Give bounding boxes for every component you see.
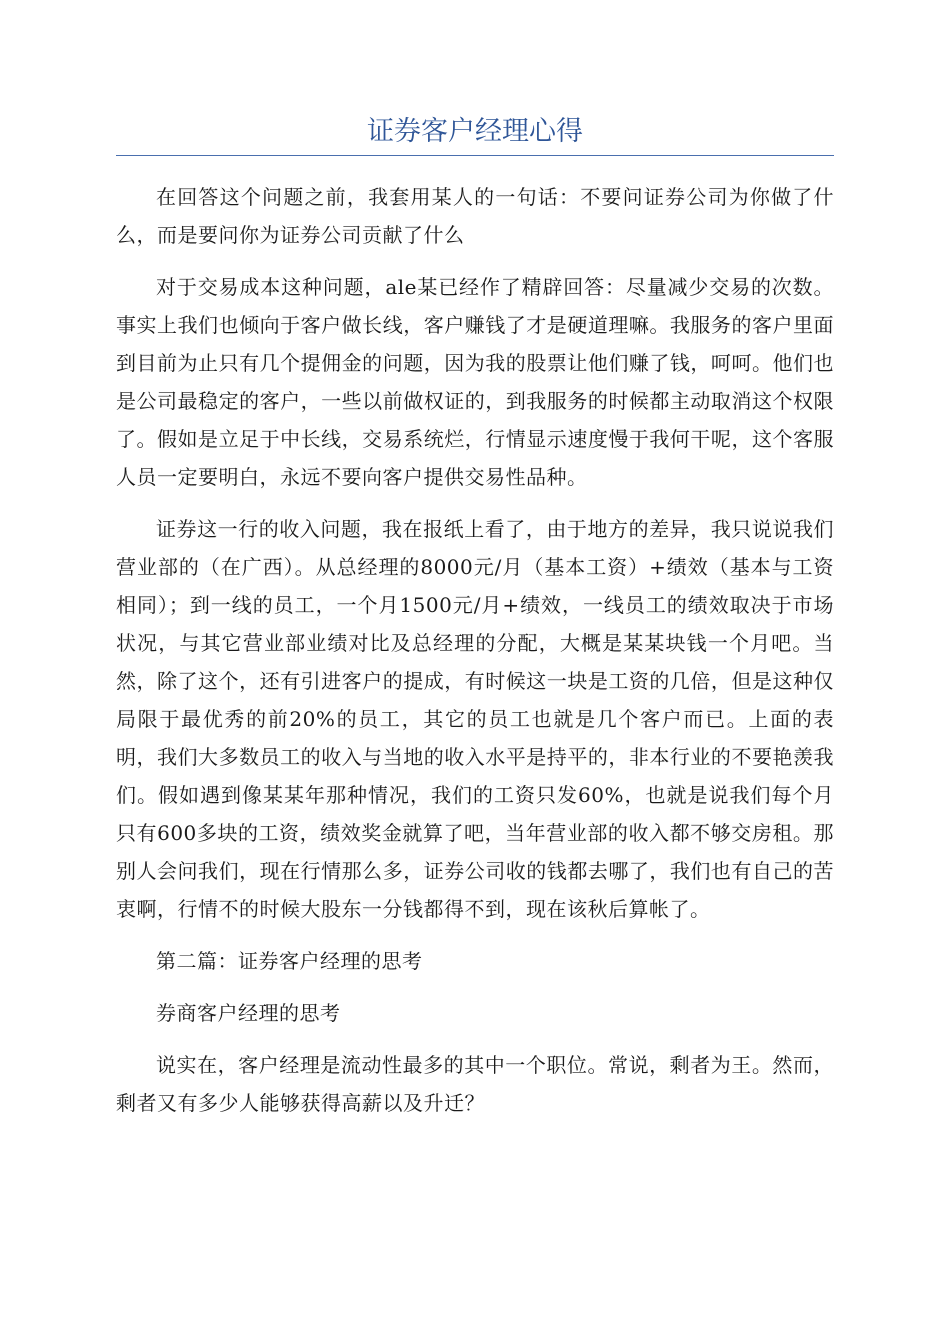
document-body bbox=[116, 178, 834, 1136]
page-title: 证券客户经理心得 bbox=[367, 116, 583, 147]
subheading: 券商客户经理的思考 bbox=[156, 1001, 341, 1025]
section-heading-part-two: 第二篇：证券客户经理的思考 bbox=[156, 949, 423, 973]
title-underline bbox=[116, 155, 834, 156]
paragraph-3: 证券这一行的收入问题，我在报纸上看了，由于地方的差异，我只说说我们营业部的（在广西）。从总经理的8000元/月（基本工资）+绩效（基本与工资相同）；到一线的员工，一个月1500元/月+绩效，一线员工的绩效取决于市场状况，与其它营业部业绩对比及总经理的分配，大概是某某块钱一个月吧。当然，除了这个，还有引进客户的提成，有时候这一块是工资的几倍，但是这种仅局限于最优秀的前20%的员工，其它的员工也就是几个客户而已。上面的表明，我们大多数员工的收入与当地的收入水平是持平的，非本行业的不要艳羡我们。假如遇到像某某年那种情况，我们的工资只发60%，也就是说我们每个月只有600多块的工资，绩效奖金就算了吧，当年营业部的收入都不够交房租。那别人会问我们，现在行情那么多，证券公司收的钱都去哪了，我们也有自己的苦衷啊，行情不的时候大股东一分钱都得不到，现在该秋后算帐了。 bbox=[116, 517, 834, 921]
paragraph-2: 对于交易成本这种问题，ale某已经作了精辟回答：尽量减少交易的次数。事实上我们也倾向于客户做长线，客户赚钱了才是硬道理嘛。我服务的客户里面到目前为止只有几个提佣金的问题，因为我的股票让他们赚了钱，呵呵。他们也是公司最稳定的客户，一些以前做权证的，到我服务的时候都主动取消这个权限了。假如是立足于中长线，交易系统烂，行情显示速度慢于我何干呢，这个客服人员一定要明白，永远不要向客户提供交易性品种。 bbox=[116, 275, 834, 489]
paragraph-1: 在回答这个问题之前，我套用某人的一句话：不要问证券公司为你做了什么，而是要问你为证券公司贡献了什么 bbox=[116, 185, 834, 247]
paragraph-4: 说实在，客户经理是流动性最多的其中一个职位。常说，剩者为王。然而，剩者又有多少人能够获得高薪以及升迁？ bbox=[116, 1053, 834, 1115]
